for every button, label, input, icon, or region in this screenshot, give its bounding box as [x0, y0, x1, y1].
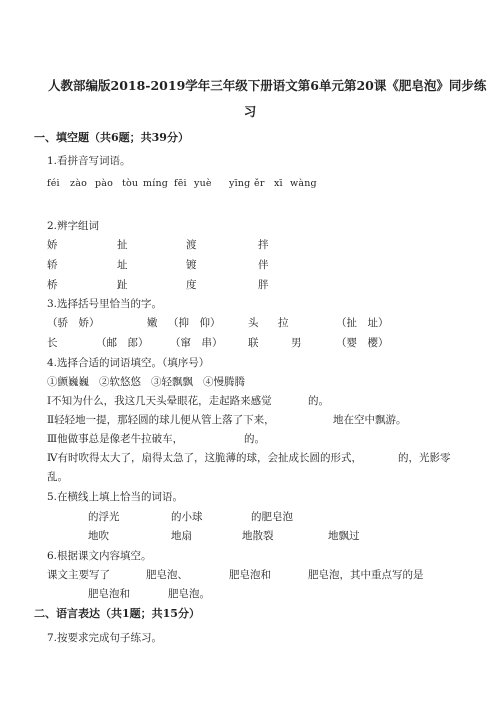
option: ④慢腾腾 — [203, 376, 245, 388]
fill-text: 肥皂泡和 — [229, 569, 271, 581]
char-cell: 胖 — [258, 279, 269, 291]
question-3: 3.选择括号里恰当的字。 — [47, 298, 163, 310]
sentence-4-end: 乱。 — [47, 471, 68, 483]
pinyin-syllable: yīng — [229, 178, 251, 189]
question-5: 5.在横线上填上恰当的词语。 — [47, 491, 184, 503]
char-cell: 娇 — [47, 239, 58, 251]
phrase: 的浮光 — [88, 511, 120, 523]
sentence-1-end: 的。 — [308, 395, 329, 407]
phrase: 地吹 — [88, 530, 109, 542]
char-cell: 轿 — [47, 259, 58, 271]
phrase: 地飘过 — [328, 530, 360, 542]
choice-item: （邮 郎） — [96, 337, 149, 349]
pinyin-syllable: yuè — [194, 178, 212, 189]
choice-item: （窜 串） — [170, 337, 223, 349]
section-language-expression-heading: 二、语言表达（共1题；共15分） — [34, 607, 200, 620]
worksheet-title: 人教部编版2018-2019学年三年级下册语文第6单元第20课《肥皂泡》同步练 — [48, 78, 487, 93]
pinyin-syllable: ěr — [254, 178, 265, 189]
option: ②软悠悠 — [99, 376, 141, 388]
sentence-2-start: Ⅱ轻轻地一提，那轻圆的球儿便从管上落了下来， — [47, 414, 275, 426]
char-cell: 扯 — [117, 239, 128, 251]
fill-text: 肥皂泡，其中重点写的是 — [308, 569, 424, 581]
pinyin-syllable: féi — [47, 178, 60, 189]
question-7: 7.按要求完成句子练习。 — [47, 632, 163, 644]
choice-item: （抑 仰） — [168, 317, 221, 329]
phrase: 地散裂 — [242, 530, 274, 542]
choice-item: 男 — [291, 337, 302, 349]
worksheet-title-continued: 习 — [243, 104, 257, 119]
sentence-4-mid: 的，光影零 — [398, 452, 451, 464]
sentence-3-start: Ⅲ他做事总是像老牛拉破车， — [47, 433, 184, 445]
pinyin-syllable: tòu — [122, 178, 139, 189]
phrase: 的肥皂泡 — [251, 511, 293, 523]
question-6: 6.根据课文内容填空。 — [47, 550, 152, 562]
char-cell: 度 — [186, 279, 197, 291]
question-2: 2.辨字组词 — [47, 220, 100, 232]
choice-item: 联 — [248, 337, 259, 349]
sentence-3-end: 的。 — [244, 433, 265, 445]
fill-text: 肥皂泡、 — [146, 569, 188, 581]
pinyin-syllable: xī — [274, 178, 283, 189]
char-cell: 伴 — [258, 259, 269, 271]
choice-item: （扯 址） — [336, 317, 389, 329]
pinyin-syllable: fēi — [174, 178, 187, 189]
section-fill-in-blank-heading: 一、填空题（共6题；共39分） — [34, 131, 189, 144]
fill-text: 肥皂泡和 — [88, 588, 130, 600]
phrase: 地扇 — [171, 530, 192, 542]
choice-item: （婴 樱） — [336, 337, 389, 349]
fill-text: 课文主要写了 — [47, 569, 110, 581]
char-cell: 桥 — [47, 279, 58, 291]
question-4: 4.选择合适的词语填空。（填序号） — [47, 357, 210, 369]
pinyin-syllable: wàng — [290, 178, 317, 189]
option: ③轻飘飘 — [151, 376, 193, 388]
sentence-4-start: Ⅳ有时吹得太大了，扇得太急了，这脆薄的球，会扯成长圆的形式， — [47, 452, 362, 464]
sentence-1-start: Ⅰ不知为什么，我这几天头晕眼花，走起路来感觉 — [47, 395, 272, 407]
choice-item: 拉 — [278, 317, 289, 329]
phrase: 的小球 — [171, 511, 203, 523]
choice-item: （骄 娇） — [47, 317, 100, 329]
question-1: 1.看拼音写词语。 — [47, 155, 131, 167]
pinyin-syllable: pào — [95, 178, 114, 189]
pinyin-syllable: míng — [143, 178, 169, 189]
pinyin-syllable: zào — [70, 178, 87, 189]
char-cell: 趾 — [117, 279, 128, 291]
choice-item: 嫩 — [147, 317, 158, 329]
option: ①颤巍巍 — [47, 376, 89, 388]
char-cell: 镀 — [186, 259, 197, 271]
fill-text: 肥皂泡。 — [168, 588, 210, 600]
sentence-2-end: 地在空中飘游。 — [333, 414, 407, 426]
choice-item: 长 — [47, 337, 58, 349]
choice-item: 头 — [248, 317, 259, 329]
char-cell: 渡 — [186, 239, 197, 251]
char-cell: 拌 — [258, 239, 269, 251]
char-cell: 址 — [117, 259, 128, 271]
